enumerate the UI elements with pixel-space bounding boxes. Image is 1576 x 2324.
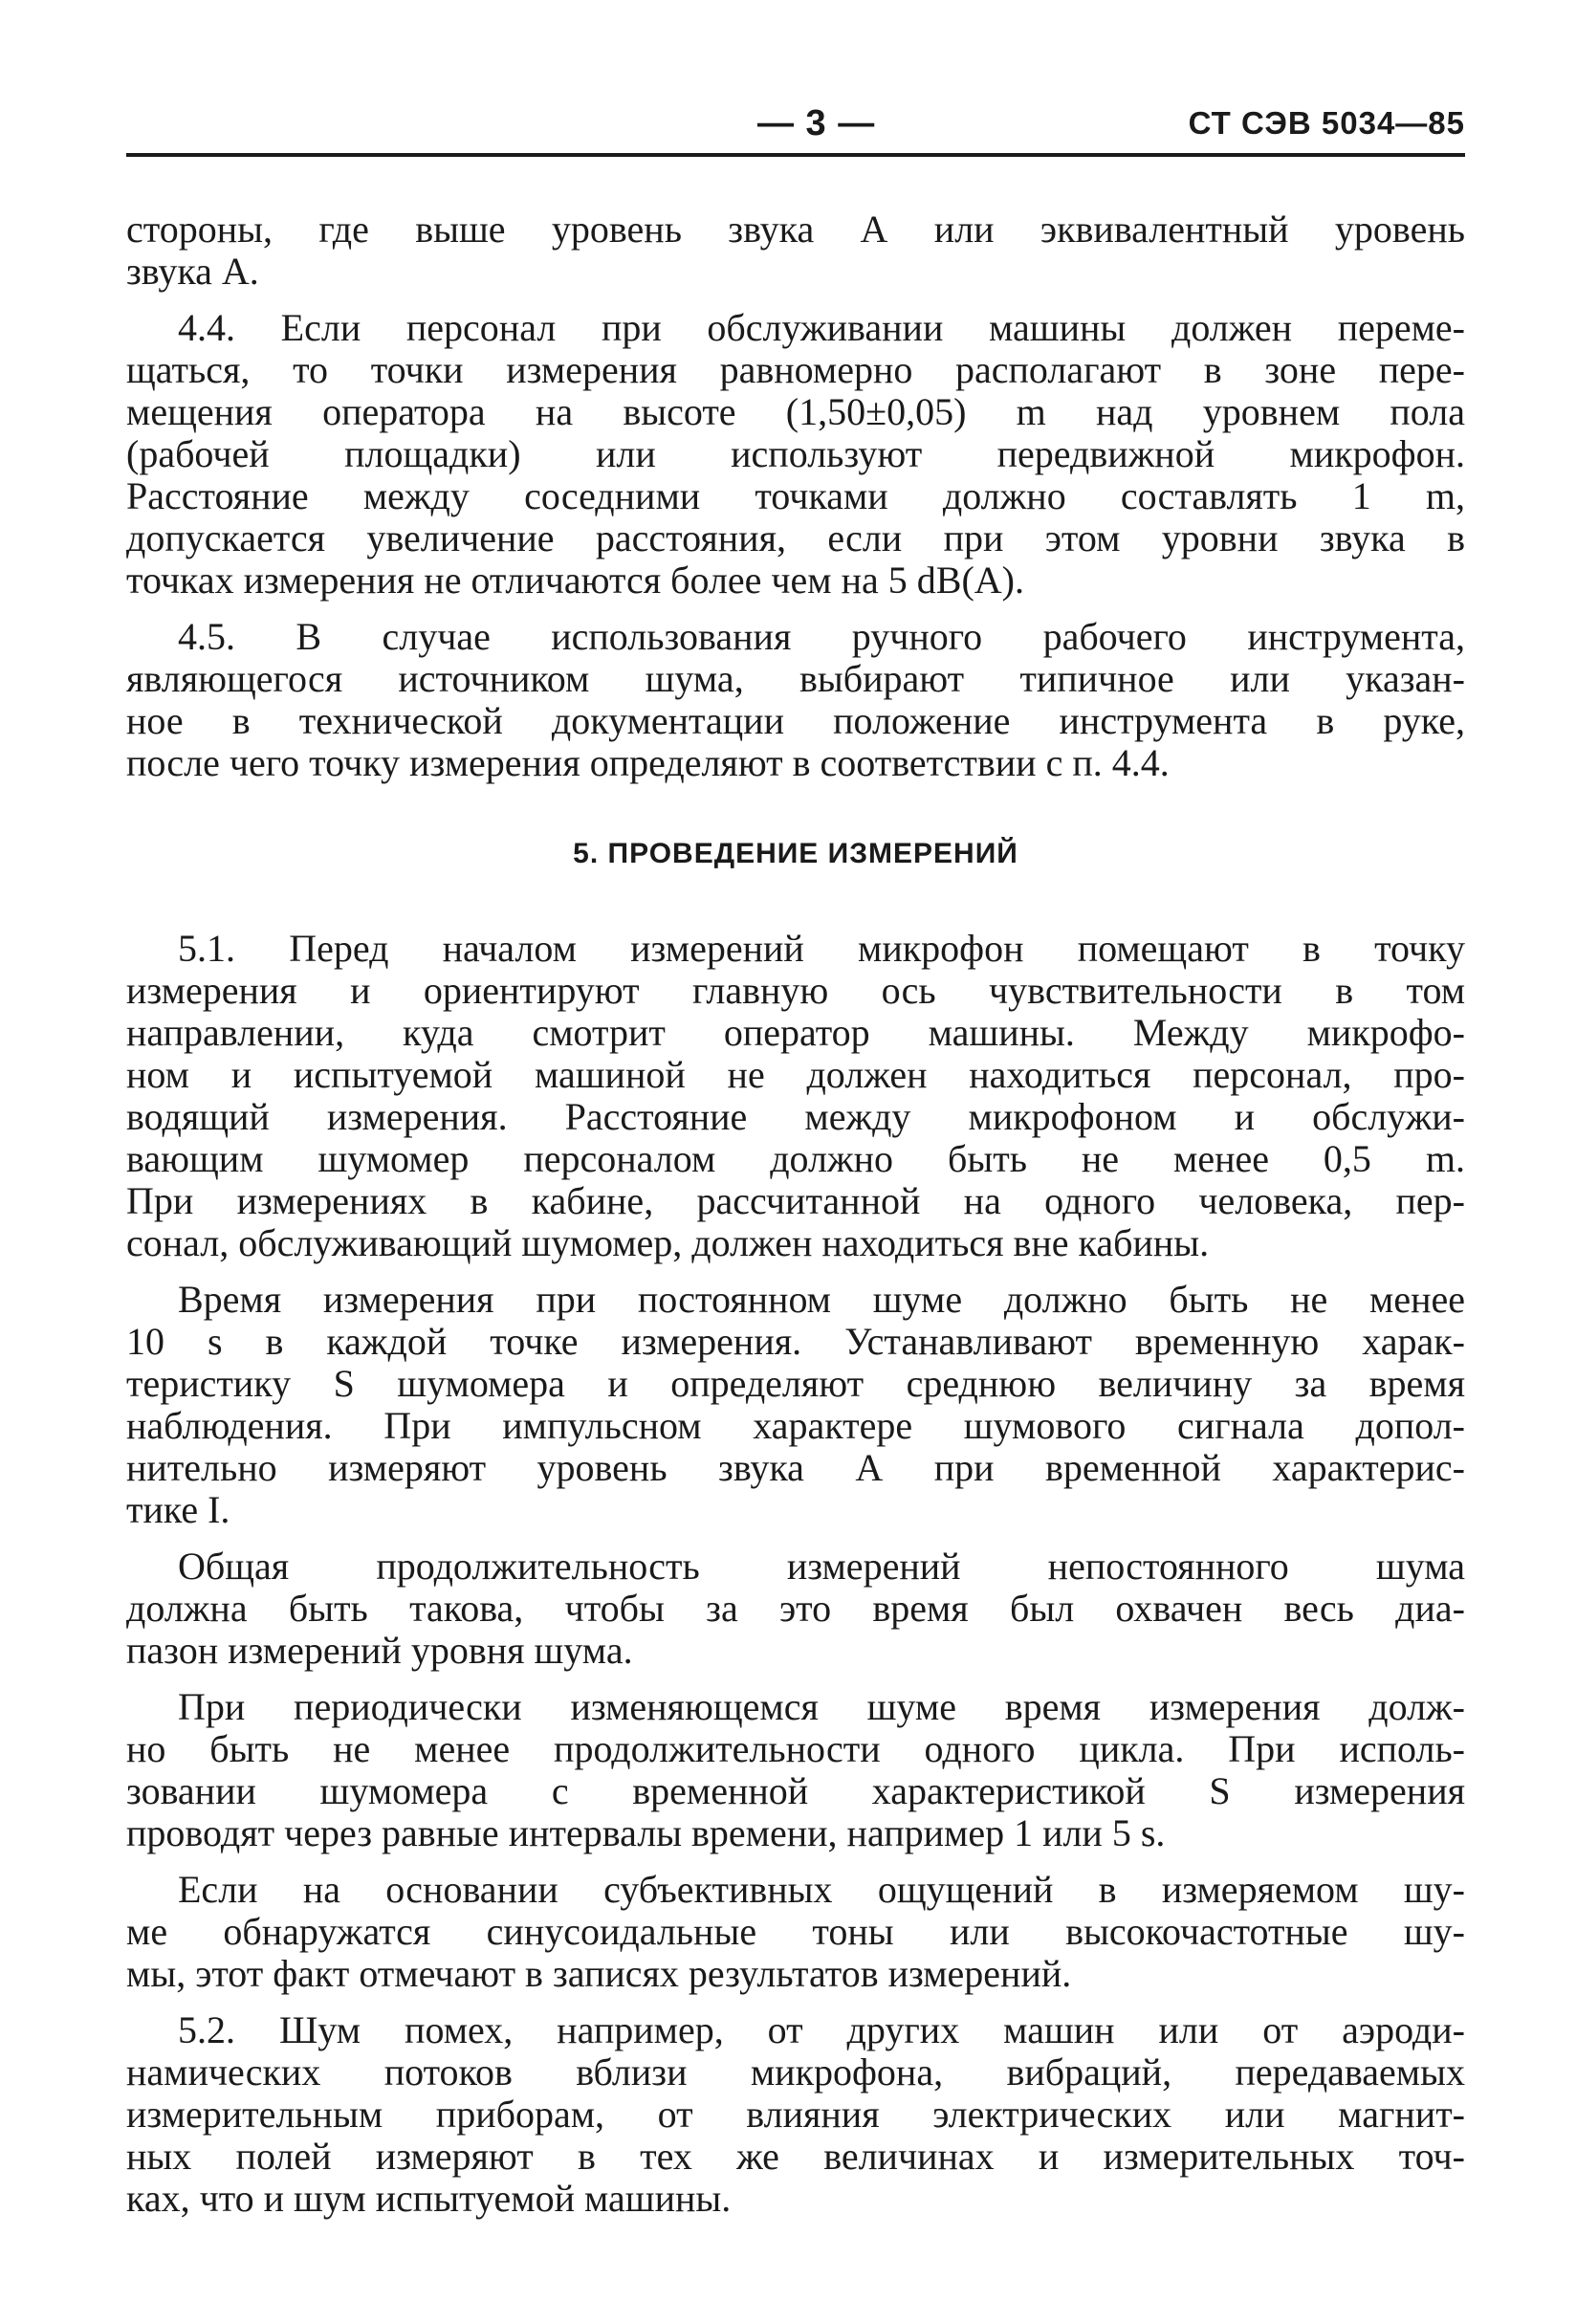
text-line: теристику S шумомера и определяют среднюю величину за время [126,1363,1465,1405]
page-number: — 3 — [757,103,876,143]
text-line: пазон измерений уровня шума. [126,1630,633,1672]
text-line: допускается увеличение расстояния, если при этом уровни звука в [126,517,1465,559]
text-line: Время измерения при постоянном шуме должно быть не менее [178,1279,1465,1321]
text-line: ных полей измеряют в тех же величинах и измерительных точ- [126,2136,1465,2178]
text-line: Если на основании субъективных ощущений в измеряемом шу- [178,1869,1465,1911]
text-line: ках, что и шум испытуемой машины. [126,2178,732,2220]
paragraph-4-5 [126,616,1465,784]
text-line: Общая продолжительность измерений непостоянного шума [178,1546,1465,1588]
text-line: вающим шумомер персоналом должно быть не менее 0,5 m. [126,1138,1465,1180]
text-line: При измерениях в кабине, рассчитанной на одного человека, пер- [126,1180,1465,1222]
text-line: 5.1. Перед началом измерений микрофон помещают в точку [178,928,1465,970]
text-line: 4.5. В случае использования ручного рабочего инструмента, [178,616,1465,658]
paragraph-periodic-noise [126,1686,1465,1854]
paragraph-5-2 [126,2009,1465,2220]
text-line: звука А. [126,251,259,293]
text-line: При периодически изменяющемся шуме время измерения долж- [178,1686,1465,1728]
body-text [126,208,1465,2220]
paragraph-continuation [126,208,1465,293]
paragraph-5-1 [126,928,1465,1264]
text-line: точках измерения не отличаются более чем на 5 dB(А). [126,559,1024,602]
text-line: наблюдения. При импульсном характере шумового сигнала допол- [126,1405,1465,1447]
text-line: щаться, то точки измерения равномерно располагают в зоне пере- [126,349,1465,391]
paragraph-total-duration [126,1546,1465,1672]
text-line: мещения оператора на высоте (1,50±0,05) m над уровнем пола [126,391,1465,433]
text-line: проводят через равные интервалы времени, например 1 или 5 s. [126,1812,1166,1854]
text-line: 4.4. Если персонал при обслуживании машины должен переме- [178,307,1465,349]
text-line: ме обнаружатся синусоидальные тоны или высокочастотные шу- [126,1911,1465,1953]
text-line: измерения и ориентируют главную ось чувствительности в том [126,970,1465,1012]
text-line: 10 s в каждой точке измерения. Устанавливают временную харак- [126,1321,1465,1363]
text-line: измерительным приборам, от влияния электрических или магнит- [126,2094,1465,2136]
header-rule [126,153,1465,157]
text-line: должна быть такова, чтобы за это время был охвачен весь диа- [126,1588,1465,1630]
text-line: после чего точку измерения определяют в соответствии с п. 4.4. [126,742,1170,784]
text-line: зовании шумомера с временной характеристикой S измерения [126,1770,1465,1812]
section-heading: 5. ПРОВЕДЕНИЕ ИЗМЕРЕНИЙ [573,838,1018,869]
page-header [126,103,1465,151]
text-line: тике I. [126,1489,230,1531]
text-line: намических потоков вблизи микрофона, вибраций, передаваемых [126,2051,1465,2094]
document-page [126,0,1465,2324]
text-line: мы, этот факт отмечают в записях результатов измерений. [126,1953,1072,1995]
text-line: ное в технической документации положение инструмента в руке, [126,700,1465,742]
paragraph-4-4 [126,307,1465,602]
text-line: являющегося источником шума, выбирают типичное или указан- [126,658,1465,700]
paragraph-measurement-time [126,1279,1465,1531]
text-line: 5.2. Шум помех, например, от других машин или от аэроди- [178,2009,1465,2051]
text-line: нительно измеряют уровень звука А при временной характерис- [126,1447,1465,1489]
text-line: ном и испытуемой машиной не должен находиться персонал, про- [126,1054,1465,1096]
text-line: (рабочей площадки) или используют передвижной микрофон. [126,433,1465,475]
text-line: но быть не менее продолжительности одного цикла. При исполь- [126,1728,1465,1770]
text-line: стороны, где выше уровень звука А или эквивалентный уровень [126,208,1465,251]
paragraph-subjective [126,1869,1465,1995]
standard-code: СТ СЭВ 5034—85 [1188,105,1465,141]
text-line: направлении, куда смотрит оператор машины. Между микрофо- [126,1012,1465,1054]
text-line: водящий измерения. Расстояние между микрофоном и обслужи- [126,1096,1465,1138]
text-line: сонал, обслуживающий шумомер, должен находиться вне кабины. [126,1222,1210,1264]
text-line: Расстояние между соседними точками должно составлять 1 m, [126,475,1465,517]
